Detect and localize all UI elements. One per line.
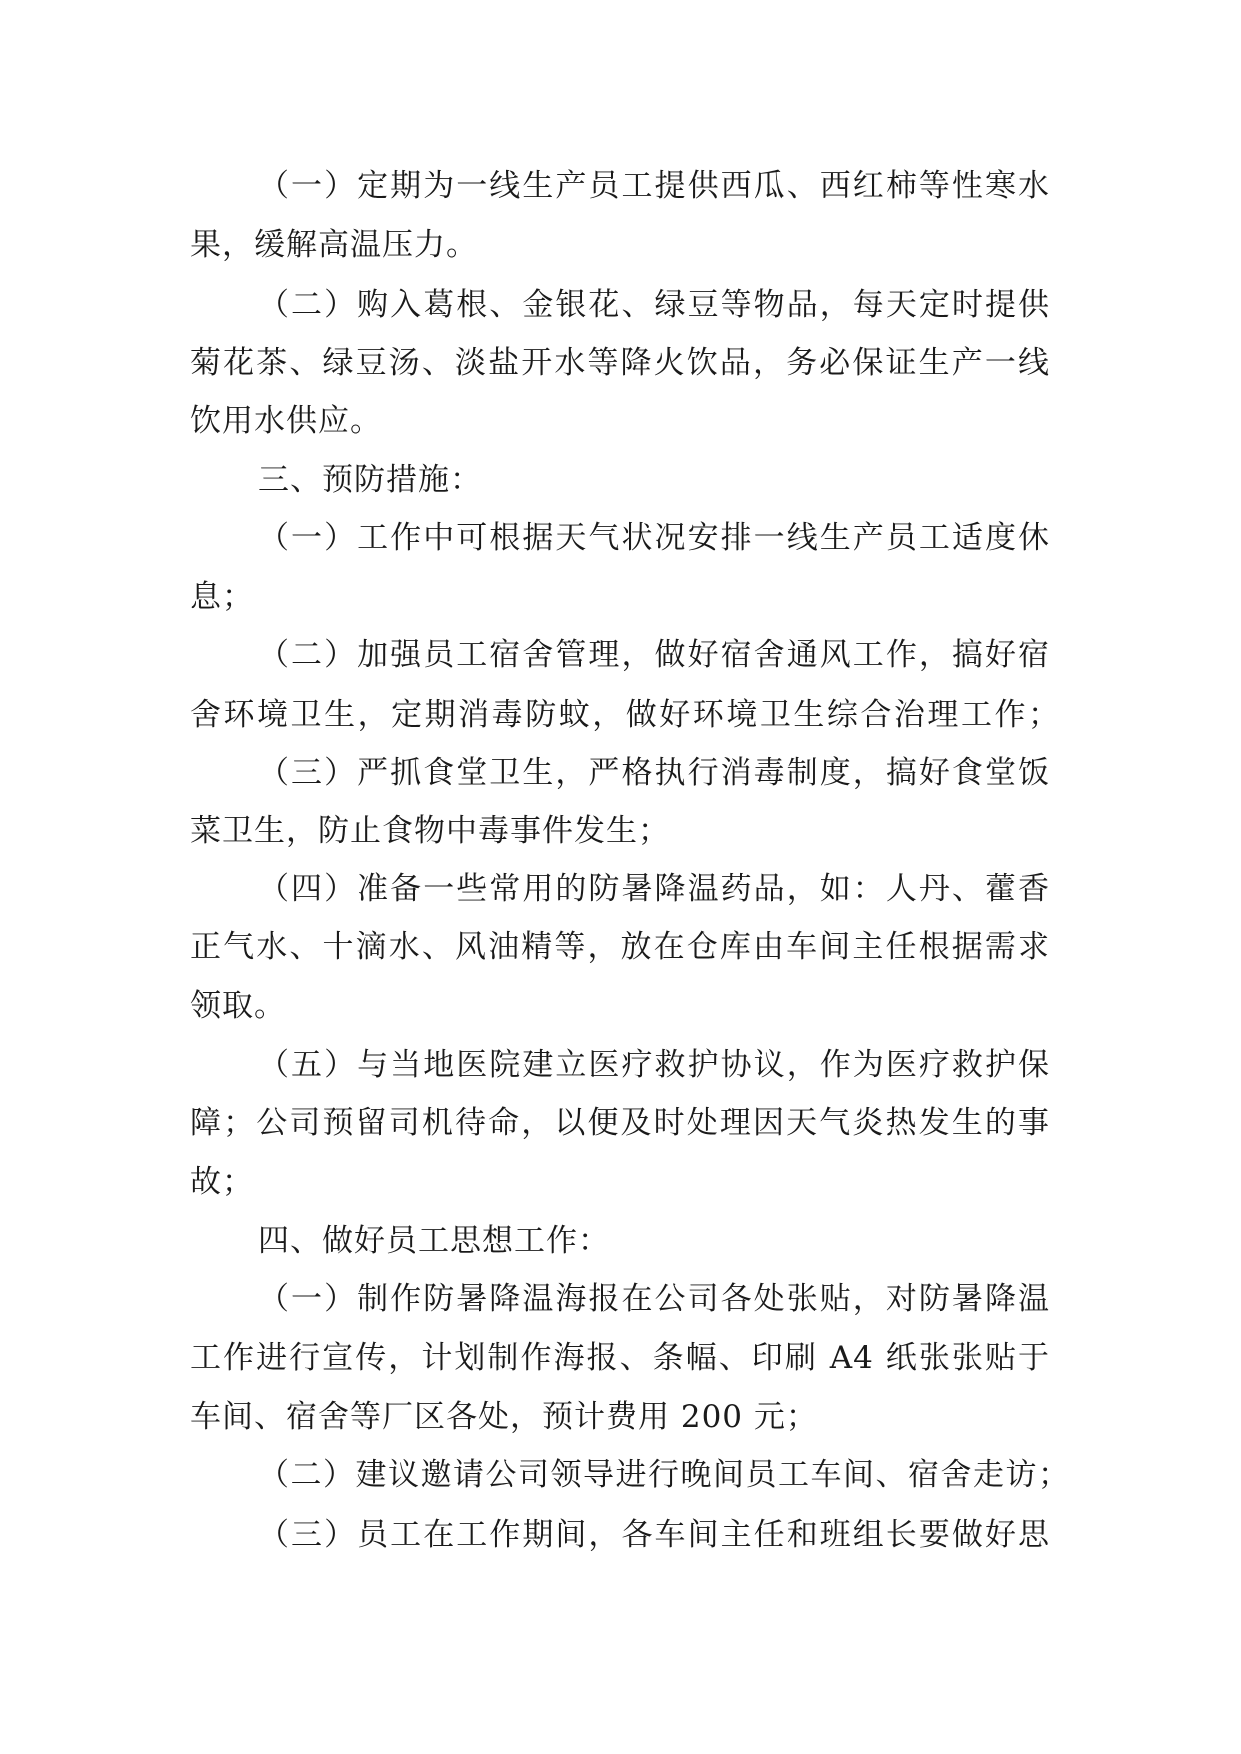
- paragraph-text: （三）严抓食堂卫生，严格执行消毒制度，搞好食堂饭: [258, 755, 1050, 791]
- paragraph-text: 舍环境卫生，定期消毒防蚊，做好环境卫生综合治理工作；: [190, 697, 1060, 733]
- paragraph-text: 工作进行宣传，计划制作海报、条幅、印刷 A4 纸张张贴于: [190, 1340, 1050, 1376]
- paragraph-text: 车间、宿舍等厂区各处，预计费用 200 元；: [190, 1399, 818, 1435]
- section-heading: 三、预防措施：: [258, 462, 482, 498]
- text-line: [0, 280, 1241, 330]
- paragraph-text: （一）定期为一线生产员工提供西瓜、西红柿等性寒水: [258, 168, 1050, 204]
- text-line: [0, 161, 1241, 211]
- paragraph-text: 果，缓解高温压力。: [190, 227, 478, 263]
- text-line: [0, 1392, 1241, 1442]
- text-line: [0, 922, 1241, 972]
- paragraph-text: 息；: [190, 579, 254, 615]
- paragraph-text: （三）员工在工作期间，各车间主任和班组长要做好思: [258, 1517, 1050, 1553]
- paragraph-text: （四）准备一些常用的防暑降温药品，如：人丹、藿香: [258, 871, 1050, 907]
- paragraph-text: （五）与当地医院建立医疗救护协议，作为医疗救护保: [258, 1047, 1050, 1083]
- paragraph-text: （一）工作中可根据天气状况安排一线生产员工适度休: [258, 520, 1050, 556]
- text-line: [0, 1333, 1241, 1383]
- text-line: [0, 572, 1241, 622]
- paragraph-text: （二）加强员工宿舍管理，做好宿舍通风工作，搞好宿: [258, 637, 1050, 673]
- text-line: [0, 1216, 1241, 1266]
- paragraph-text: （一）制作防暑降温海报在公司各处张贴，对防暑降温: [258, 1281, 1050, 1317]
- section-heading: 四、做好员工思想工作：: [258, 1223, 610, 1259]
- text-line: [0, 864, 1241, 914]
- text-line: [0, 1040, 1241, 1090]
- text-line: [0, 1098, 1241, 1148]
- paragraph-text: 领取。: [190, 988, 286, 1024]
- text-line: [0, 981, 1241, 1031]
- text-line: [0, 748, 1241, 798]
- paragraph-text: 菜卫生，防止食物中毒事件发生；: [190, 813, 670, 849]
- text-line: [0, 396, 1241, 446]
- text-line: [0, 690, 1241, 740]
- paragraph-text: 饮用水供应。: [190, 403, 382, 439]
- text-line: [0, 1450, 1241, 1500]
- text-line: [0, 338, 1241, 388]
- text-line: [0, 1274, 1241, 1324]
- text-line: [0, 455, 1241, 505]
- text-line: [0, 513, 1241, 563]
- paragraph-text: 故；: [190, 1164, 254, 1200]
- text-line: [0, 806, 1241, 856]
- text-line: [0, 1157, 1241, 1207]
- paragraph-text: 障；公司预留司机待命，以便及时处理因天气炎热发生的事: [190, 1105, 1050, 1141]
- paragraph-text: （二）建议邀请公司领导进行晚间员工车间、宿舍走访；: [258, 1457, 1070, 1493]
- text-line: [0, 1510, 1241, 1560]
- paragraph-text: 菊花茶、绿豆汤、淡盐开水等降火饮品，务必保证生产一线: [190, 345, 1050, 381]
- paragraph-text: （二）购入葛根、金银花、绿豆等物品，每天定时提供: [258, 287, 1050, 323]
- paragraph-text: 正气水、十滴水、风油精等，放在仓库由车间主任根据需求: [190, 929, 1050, 965]
- text-line: [0, 220, 1241, 270]
- text-line: [0, 630, 1241, 680]
